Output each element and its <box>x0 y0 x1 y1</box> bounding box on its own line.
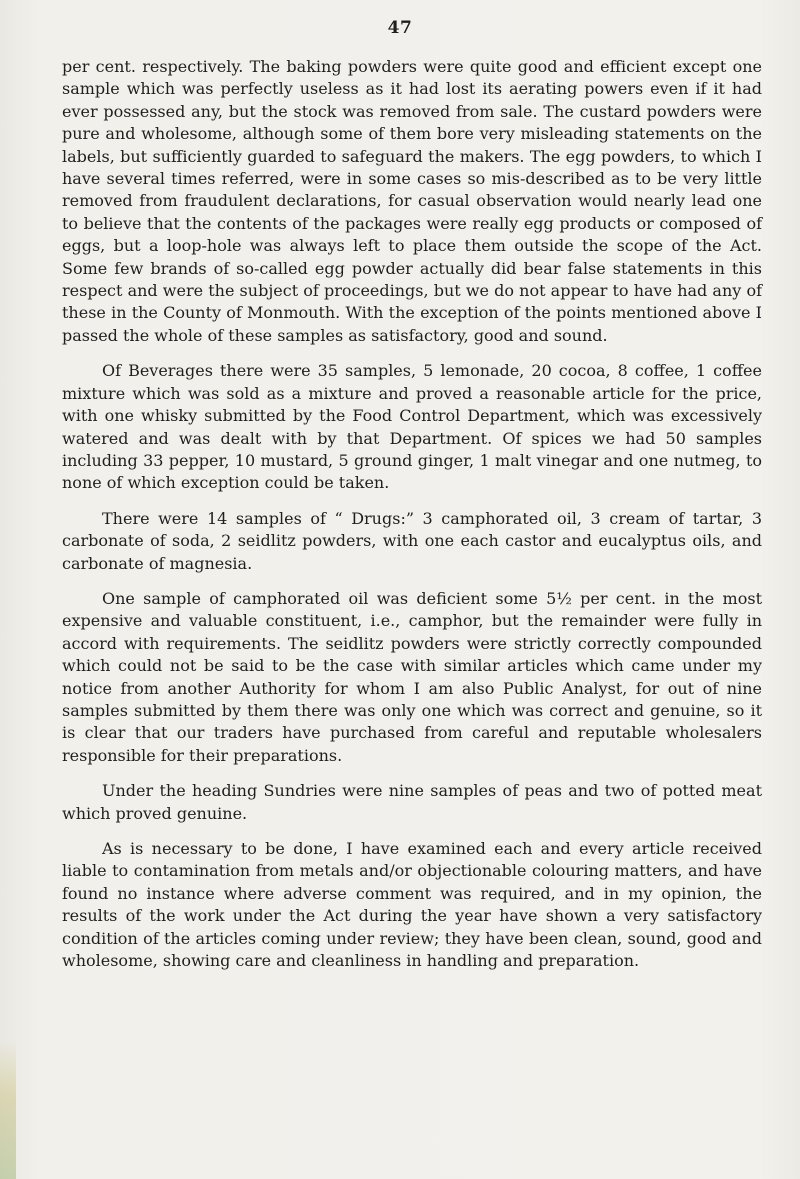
paragraph-sundries: Under the heading Sundries were nine samples of peas and two of potted meat which proved genuine. <box>62 781 762 823</box>
page-edge-stain <box>0 1040 16 1179</box>
paragraph-beverages: Of Beverages there were 35 samples, 5 lemonade, 20 cocoa, 8 coffee, 1 coffee mixture which was sold as a mixture and proved a reasonable article for the price, with one whisky submitted by the Food Control Department, which was excessively watered and was dealt with by that Department. Of spices we had 50 samples including 33 pepper, 10 mustard, 5 ground ginger, 1 malt vinegar and one nutmeg, to none of which exception could be taken. <box>62 361 762 493</box>
page-number: 47 <box>387 18 413 38</box>
paragraph-drugs: There were 14 samples of “ Drugs:” 3 camphorated oil, 3 cream of tartar, 3 carbonate of soda, 2 seidlitz powders, with one each castor and eucalyptus oils, and carbonate of magnesia. <box>62 508 762 573</box>
paragraph-baking-powders: per cent. respectively. The baking powders were quite good and efficient except one sample which was perfectly useless as it had lost its aerating powers even if it had ever possessed any, but the stock was removed from sale. The custard powders were pure and wholesome, although some of them bore very misleading statements on the labels, but sufficiently guarded to safeguard the makers. The egg powders, to which I have several times referred, were in some cases so mis-described as to be very little removed from fraudulent declarations, for casual observation would nearly lead one to believe that the contents of the packages were really egg products or composed of eggs, but a loop-hole was always left to place them outside the scope of the Act. Some few brands of so-called egg powder actually did bear false statements in this respect and were the subject of proceedings, but we do not appear to have had any of these in the County of Monmouth. With the exception of the points mentioned above I passed the whole of these samples as satisfactory, good and sound. <box>62 57 762 345</box>
paragraph-conclusion: As is necessary to be done, I have examined each and every article received liable to contamination from metals and/or objectionable colouring matters, and have found no instance where adverse comment was required, and in my opinion, the results of the work under the Act during the year have shown a very satisfactory condition of the articles coming under review; they have been clean, sound, good and wholesome, showing care and cleanliness in handling and preparation. <box>62 839 762 971</box>
body-text <box>62 56 762 985</box>
paragraph-camphorated-oil: One sample of camphorated oil was deficient some 5½ per cent. in the most expensive and valuable constituent, i.e., camphor, but the remainder were fully in accord with requirements. The seidlitz powders were strictly correctly compounded which could not be said to be the case with similar articles which came under my notice from another Authority for whom I am also Public Analyst, for out of nine samples submitted by them there was only one which was correct and genuine, so it is clear that our traders have purchased from careful and reputable wholesalers responsible for their preparations. <box>62 588 762 765</box>
